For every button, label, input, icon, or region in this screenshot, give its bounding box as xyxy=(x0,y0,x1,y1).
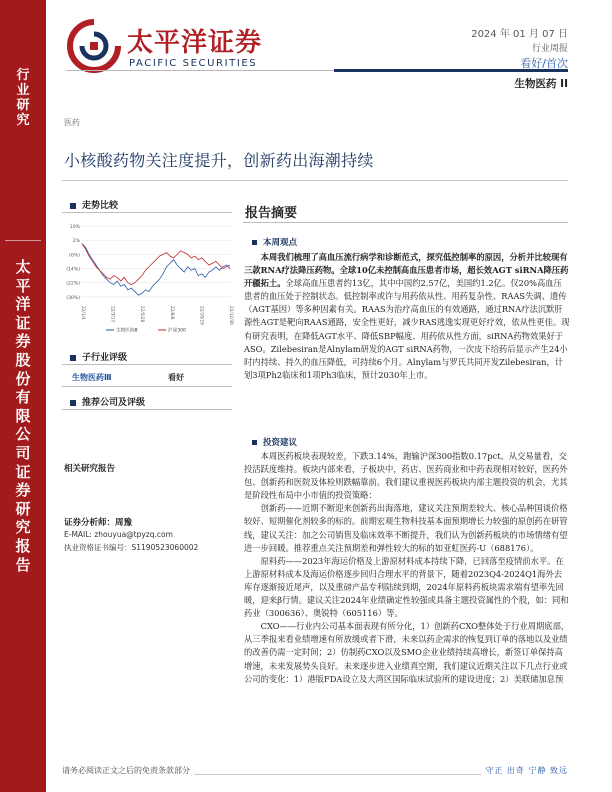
rating-section-heading xyxy=(70,350,127,363)
x-tick-label: 22/8/8 xyxy=(169,306,175,320)
x-tick-label: 22/1/4 xyxy=(81,306,86,320)
sidebar-char: 限 xyxy=(15,406,31,425)
industry-rating: 看好/首次 xyxy=(520,57,568,70)
square-bullet-icon xyxy=(252,240,257,245)
square-bullet-icon xyxy=(70,355,76,361)
rating-heading-text: 子行业评级 xyxy=(82,353,128,363)
analyst-license: 执业资格证书编号：S1190523060002 xyxy=(64,543,199,552)
sidebar-char: 证 xyxy=(15,462,31,481)
weekly-view-paragraph xyxy=(244,251,570,382)
report-title: 小核酸药物关注度提升，创新药出海潮持续 xyxy=(64,151,374,170)
y-tick-label: (14%) xyxy=(66,267,80,273)
sidebar-char: 份 xyxy=(15,369,31,388)
x-tick-label: 22/5/28 xyxy=(140,306,146,323)
investment-advice-heading xyxy=(252,436,297,448)
report-type: 行业周报 xyxy=(531,44,568,54)
summary-heading: 报告摘要 xyxy=(245,206,298,221)
y-tick-label: 10% xyxy=(69,225,80,230)
subindustry-rating-row xyxy=(72,372,222,383)
footer-motto: 守正 出奇 宁静 致远 xyxy=(481,765,568,776)
weekly-view-heading-text: 本周观点 xyxy=(263,238,298,248)
industry-name: 生物医药 II xyxy=(514,78,568,90)
square-bullet-icon xyxy=(70,203,76,209)
view-highlight-text: 全球10亿未控制高血压患者市场，超长效AGT siRNA降压药开疆拓土。 xyxy=(244,265,569,289)
subindustry-rating: 看好 xyxy=(168,373,184,382)
view-body-text: 全球高血压患者约13亿，其中中国约2.57亿，美国约1.2亿。仅20%高血压患者的血压处于控制状态。低控制率或许与用药依从性、用药复杂性、RAAS失调、遗传（AGT基因）等多种因素有关。RAAS为治疗高血压的有效通路，通过RNA疗法沉默肝源性AGT是靶向RAAS通路，安全性更好，减少RAS逃逸实现更好疗效，依从性更佳。现有研究表明，在降低AGT水平、降低SBP幅度、用药依从性方面，siRNA药物效果好于ASO。Zilebesiran是Alnylam研发的AGT siRNA药物，一次皮下给药后显示产生24小时内持续、持久的血压降低，可持续6个月。Alnylam与罗氏共同开发Zilebesiran，计划3项Ph2临床和1项Ph3临床，预计2030年上市。 xyxy=(244,278,570,380)
section-rule xyxy=(62,409,232,410)
view-lead-text: 本周我们梳理了高血压流行病学和诊断范式，探究低控制率的原因，分析并比较现有三款RNA疗法降压药物。 xyxy=(244,252,568,276)
sidebar-divider xyxy=(5,240,41,241)
sidebar-char: 证 xyxy=(15,313,31,332)
title-rule xyxy=(62,180,568,181)
analyst-email: E-MAIL: zhouyua@tpyzq.com xyxy=(64,530,173,539)
series-line-0 xyxy=(82,244,230,295)
logo-emblem-icon xyxy=(64,16,124,76)
trend-heading-text: 走势比较 xyxy=(82,201,119,211)
sidebar-char: 券 xyxy=(15,332,31,351)
x-tick-label: 22/3/17 xyxy=(110,306,116,323)
trend-comparison-chart xyxy=(62,218,234,340)
sidebar-char: 股 xyxy=(15,350,31,369)
section-rule xyxy=(62,364,232,365)
report-date: 2024 年 01 月 07 日 xyxy=(471,29,568,40)
y-tick-label: (30%) xyxy=(66,295,80,301)
y-tick-label: (22%) xyxy=(66,281,80,287)
sidebar-char: 有 xyxy=(15,388,31,407)
sidebar-char: 公 xyxy=(15,425,31,444)
sidebar-section-label xyxy=(0,68,46,128)
sidebar-char: 究 xyxy=(15,518,31,537)
summary-rule xyxy=(243,222,568,223)
footer-disclaimer: 请务必阅读正文之后的免责条款部分 xyxy=(62,765,194,776)
sidebar-char: 研 xyxy=(16,98,30,113)
sidebar-char: 究 xyxy=(16,113,30,128)
sector-label: 医药 xyxy=(64,118,80,127)
related-reports-heading: 相关研究报告 xyxy=(64,464,116,474)
sidebar-char: 行 xyxy=(16,68,30,83)
logo-english-name: PACIFIC SECURITIES xyxy=(129,58,258,69)
x-tick-label: 22/10/19 xyxy=(199,306,205,325)
sidebar-char: 报 xyxy=(15,536,31,555)
square-bullet-icon xyxy=(70,400,76,406)
y-tick-label: (6%) xyxy=(69,253,80,259)
trend-section-heading xyxy=(70,198,118,211)
sidebar-char: 券 xyxy=(15,481,31,500)
sidebar-char: 司 xyxy=(15,443,31,462)
left-brand-bar xyxy=(0,0,46,792)
sidebar-company-label xyxy=(0,258,46,574)
section-rule xyxy=(62,386,232,387)
advice-paragraph: CXO——行业内公司基本面表现有所分化，1）创新药CXO整体处于行业周期底部，从三季报来看业绩增速有所放缓或者下滑，未来以药企需求的恢复到订单的落地以及业绩的改善仍需一定时间；2）仿制药CXO以及SMO企业业绩持续高增长，新签订单保持高增速，未来发展势头良好。未来逐步进入业绩真空期，我们建议近期关注以下几点行业或公司的变化：1）港版FDA设立及大湾区国际临床试验所的建设进度；2）美联储加息预 xyxy=(244,621,570,684)
sidebar-char: 告 xyxy=(15,555,31,574)
sidebar-char: 太 xyxy=(15,258,31,276)
sidebar-char: 洋 xyxy=(15,295,31,314)
recommend-heading-text: 推荐公司及评级 xyxy=(82,398,146,408)
company-logo xyxy=(64,16,334,86)
investment-advice-heading-text: 投资建议 xyxy=(263,438,298,448)
sidebar-char: 研 xyxy=(15,499,31,518)
investment-advice-body xyxy=(244,450,570,686)
section-rule xyxy=(62,212,232,213)
square-bullet-icon xyxy=(252,440,257,445)
series-line-1 xyxy=(82,244,230,285)
recommend-section-heading xyxy=(70,395,145,408)
subindustry-name: 生物医药Ⅲ xyxy=(72,373,112,382)
weekly-view-heading xyxy=(252,236,297,248)
legend-entry: 生物医药Ⅲ xyxy=(116,328,138,334)
advice-paragraph: 创新药——近期不断迎来创新药出海落地，建议关注预期差较大、核心品种国谈价格较好、短期催化剂较多的标的。前期宏观生物科技基本面预期增长力较强的原创药在研管线，建议关注：加之公司销售及临床效率不断提升，我们认为创新药板块的市场情绪有望进一步回暖。推荐重点关注预期差和弹性较大的标的如亚虹医药-U（688176）。 xyxy=(244,503,568,553)
advice-paragraph: 原料药——2023年海运价格及上游原材料成本持续下降，已回落至疫情前水平。在上游原材料成本及海运价格逐步回归合理水平的背景下，随着2023Q4-2024Q1海外去库存逐渐接近尾声，以及重磅产品专利陆续到期，2024年原料药板块需求端有望率先回暖，迎来β行情。建议关注2024年业绩确定性较强或具备主题投资属性的个股，如：同和药业（300636）、奥锐特（605116）等。 xyxy=(244,555,569,619)
x-tick-label: 22/12/30 xyxy=(229,306,234,325)
sidebar-char: 业 xyxy=(16,83,30,98)
logo-chinese-name: 太平洋证券 xyxy=(127,28,263,58)
advice-paragraph: 本周医药板块表现较差，下跌3.14%，跑输沪深300指数0.17pct。从交易量看，交投活跃度维持。板块内部来看，子板块中，药店、医药商业和中药表现相对较好，医药外包、创新药和医院及体检则跌幅靠前。我们建议重视医药板块内部主题投资的机会，尤其是阶段性布局中小市值的投资策略： xyxy=(244,451,568,501)
analyst-name: 证券分析师：周豫 xyxy=(64,518,133,528)
legend-entry: 沪深300 xyxy=(168,328,186,334)
sidebar-char: 平 xyxy=(15,276,31,295)
y-tick-label: 2% xyxy=(72,239,80,245)
